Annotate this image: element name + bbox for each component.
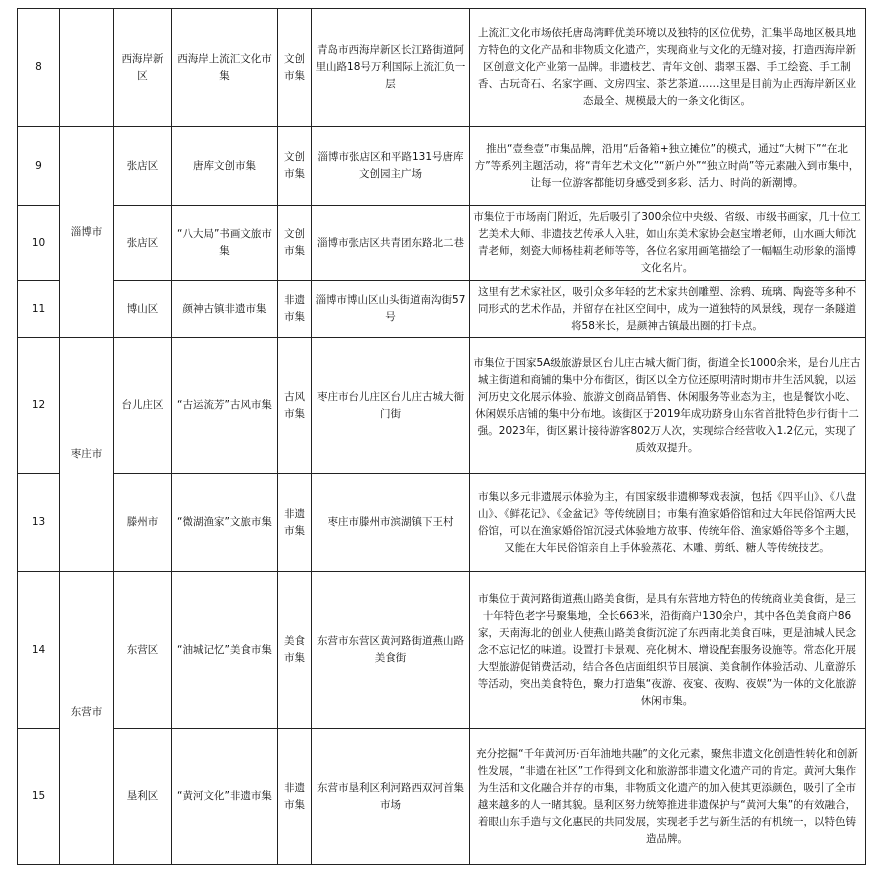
address-cell: 枣庄市台儿庄区台儿庄古城大衙门街 [312,338,470,474]
market-name-cell: 颜神古镇非遗市集 [172,281,278,338]
district-cell: 滕州市 [114,474,172,572]
district-cell: 台儿庄区 [114,338,172,474]
market-name-cell: “微湖渔家”文旅市集 [172,474,278,572]
district-cell: 垦利区 [114,729,172,865]
description-cell: 市集以多元非遗展示体验为主，有国家级非遗柳琴戏表演，包括《四平山》、《八盘山》、《鲜花记》、《金盆记》等传统剧目；市集有渔家婚俗馆和过大年民俗馆两大民俗馆，可以在渔家婚俗馆沉浸式体验地方故事、传统年俗、渔家婚俗等多个主题，又能在大年民俗馆亲自上手体验蒸花、木雕、剪纸、糖人等传统技艺。 [470,474,866,572]
market-name-cell: “古运流芳”古风市集 [172,338,278,474]
market-type-cell: 古风市集 [278,338,312,474]
table-row [18,474,866,572]
city-cell: 淄博市 [60,127,114,338]
description-cell: 上流汇文化市场依托唐岛湾畔优美环境以及独特的区位优势，汇集半岛地区极具地方特色的文化产品和非物质文化遗产，实现商业与文化的无缝对接，打造西海岸新区创意文化产业第一品牌。非遗枝艺、青年文创、翡翠玉器、手工绘瓷、手工制香、古玩奇石、名家字画、文房四宝、茶艺茶道……这里是目前为止西海岸新区业态最全、规模最大的一条文化街区。 [470,9,866,127]
market-name-cell: “黄河文化”非遗市集 [172,729,278,865]
market-name-cell: “八大局”书画文旅市集 [172,206,278,281]
market-type-cell: 文创市集 [278,206,312,281]
table-row [18,281,866,338]
address-cell: 东营市东营区黄河路街道燕山路美食街 [312,572,470,729]
address-cell: 东营市垦利区利河路西双河首集市场 [312,729,470,865]
row-number: 12 [18,338,60,474]
district-cell: 东营区 [114,572,172,729]
market-type-cell: 非遗市集 [278,729,312,865]
market-type-cell: 非遗市集 [278,474,312,572]
city-cell [60,9,114,127]
row-number: 13 [18,474,60,572]
table-row [18,9,866,127]
row-number: 10 [18,206,60,281]
description-cell: 市集位于国家5A级旅游景区台儿庄古城大衙门街，街道全长1000余米，是台儿庄古城主街道和商铺的集中分布街区，街区以全方位还原明清时期市井生活风貌，以运河历史文化展示体验、旅游文创商品销售、休闲服务等业态为主，也是餐饮小吃、休闲娱乐店铺的集中分布地。该街区于2019年成功跻身山东省首批特色步行街十二强。2023年，街区累计接待游客802万人次，实现综合经营收入1.2亿元，实现了质效双提升。 [470,338,866,474]
address-cell: 青岛市西海岸新区长江路街道阿里山路18号万利国际上流汇负一层 [312,9,470,127]
table-row [18,338,866,474]
table-row [18,206,866,281]
description-cell: 这里有艺术家社区，吸引众多年轻的艺术家共创雕塑、涂鸦、琉璃、陶瓷等多种不同形式的艺术作品，并留存在社区空间中，成为一道独特的风景线，现存一条隧道将58米长，是颜神古镇最出圈的打卡点。 [470,281,866,338]
address-cell: 淄博市博山区山头街道南沟街57号 [312,281,470,338]
description-cell: 充分挖掘“千年黄河历·百年油地共融”的文化元素，聚焦非遗文化创造性转化和创新性发展，“非遗在社区”工作得到文化和旅游部非遗文化遗产司的肯定。黄河大集作为生活和文化融合并存的市集，非物质文化遗产的加入使其更添颜色，吸引了全市越来越多的人一睹其貌。垦利区努力统筹推进非遗保护与“黄河大集”的有效融合，着眼山东手造与文化惠民的共同发展，实现老手艺与新生活的有机统一，以特色铸造品牌。 [470,729,866,865]
address-cell: 淄博市张店区共青团东路北二巷 [312,206,470,281]
district-cell: 张店区 [114,127,172,206]
market-type-cell: 文创市集 [278,9,312,127]
description-cell: 市集位于市场南门附近，先后吸引了300余位中央级、省级、市级书画家，几十位工艺美术大师、非遗技艺传承人入驻，如山东美术家协会赵宝增老师，山水画大师沈青老师，刻瓷大师杨桂莉老师等等，各位名家用画笔描绘了一幅幅生动形象的淄博文化名片。 [470,206,866,281]
row-number: 14 [18,572,60,729]
city-cell: 枣庄市 [60,338,114,572]
table-row [18,127,866,206]
address-cell: 淄博市张店区和平路131号唐库文创园主广场 [312,127,470,206]
row-number: 11 [18,281,60,338]
market-type-cell: 文创市集 [278,127,312,206]
markets-table [17,8,866,865]
description-cell: 市集位于黄河路街道燕山路美食街，是具有东营地方特色的传统商业美食街，是三十年特色老字号聚集地，全长663米，沿街商户130余户，其中各色美食商户86家，天南海北的创业人使燕山路美食街沉淀了东西南北美食百味，更是油城人民念念不忘记忆的味道。设置打卡景观、亮化树木、增设配套服务设施等。常态化开展大型旅游促销费活动，结合各色店面组织节目展演、美食制作体验活动、儿童游乐等活动，突出美食特色，聚力打造集“夜游、夜宴、夜购、夜娱”为一体的文化旅游休闲市集。 [470,572,866,729]
market-type-cell: 非遗市集 [278,281,312,338]
market-type-cell: 美食市集 [278,572,312,729]
row-number: 9 [18,127,60,206]
table-row [18,572,866,729]
district-cell: 西海岸新区 [114,9,172,127]
row-number: 8 [18,9,60,127]
description-cell: 推出“壹叁壹”市集品牌，沿用“后备箱+独立摊位”的模式，通过“大树下”“在北方”等系列主题活动，将“青年艺术文化”“新户外”“独立时尚”等元素融入到市集中，让每一位游客都能切身感受到多彩、活力、时尚的新潮博。 [470,127,866,206]
city-cell: 东营市 [60,572,114,865]
district-cell: 张店区 [114,206,172,281]
market-name-cell: 西海岸上流汇文化市集 [172,9,278,127]
table-row [18,729,866,865]
market-name-cell: “油城记忆”美食市集 [172,572,278,729]
market-name-cell: 唐库文创市集 [172,127,278,206]
district-cell: 博山区 [114,281,172,338]
address-cell: 枣庄市滕州市滨湖镇下王村 [312,474,470,572]
row-number: 15 [18,729,60,865]
